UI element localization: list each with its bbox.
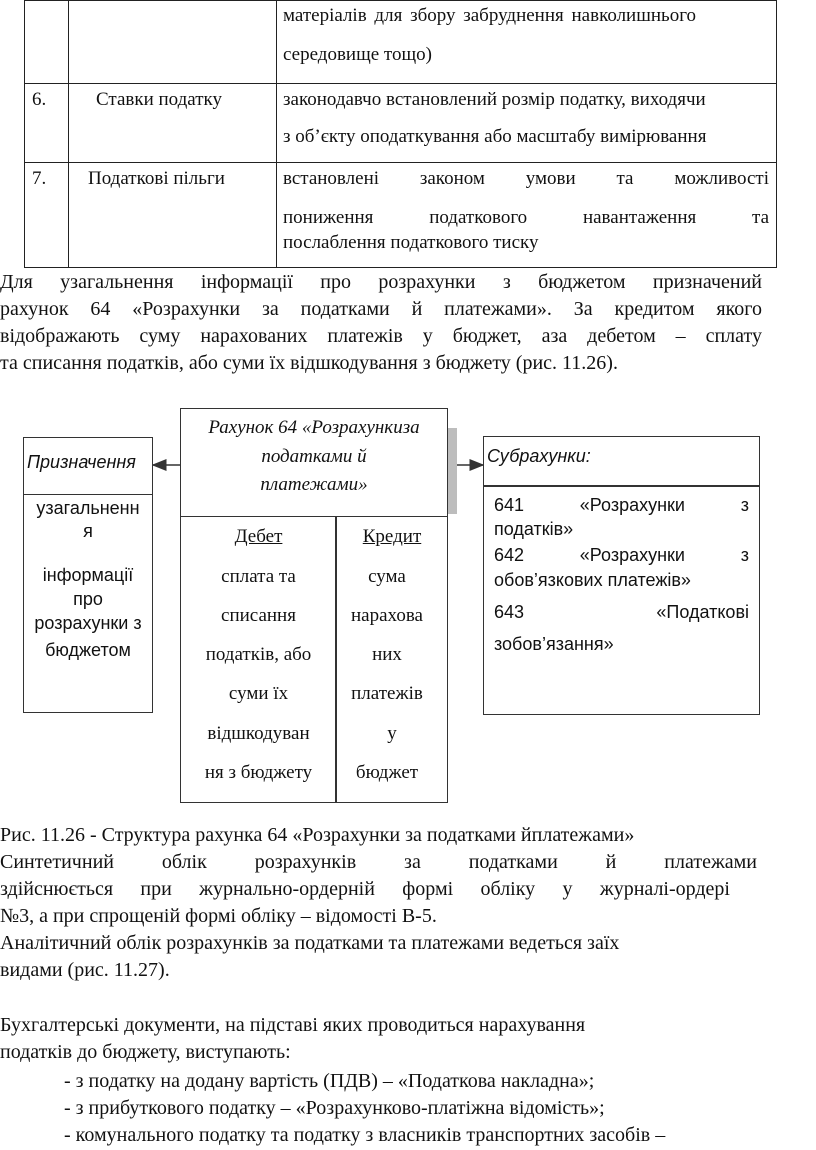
credit-text: платежів [351, 683, 423, 704]
subaccounts-label: Субрахунки: [487, 446, 591, 466]
table-cell-definition: матеріалів для збору забруднення навколишнього [283, 5, 697, 26]
text-line: видами (рис. 11.27). [0, 959, 170, 981]
subaccount-642: 642 «Розрахунки з [494, 545, 749, 565]
table-cell-definition: середовище тощо) [283, 44, 432, 65]
text-line: податків до бюджету, виступають: [0, 1041, 291, 1063]
debit-text: списання [221, 605, 296, 626]
subaccount-641: податків» [494, 519, 574, 539]
debit-text: сплата та [221, 566, 296, 587]
table-cell-term: Ставки податку [96, 89, 223, 110]
list-item: - з прибуткового податку – «Розрахунково-платіжна відомість»; [64, 1097, 605, 1119]
credit-text: у [387, 723, 397, 744]
list-item: - з податку на додану вартість (ПДВ) – «Податкова накладна»; [64, 1070, 595, 1092]
text-line: Для узагальнення інформації про розрахунки з бюджетом призначений [0, 271, 762, 293]
table-cell-definition: законодавчо встановлений розмір податку, виходячи [283, 89, 706, 110]
table-cell-term: Податкові пільги [88, 168, 225, 189]
purpose-text: я [83, 521, 93, 541]
credit-text: нарахова [351, 605, 423, 626]
subaccount-643: 643 «Податкові [494, 602, 749, 622]
figure-caption: Рис. 11.26 - Структура рахунка 64 «Розрахунки за податками йплатежами» [0, 824, 635, 846]
credit-text: бюджет [355, 762, 419, 783]
table-cell-definition: послаблення податкового тиску [283, 232, 539, 253]
table-cell-definition: з об’єкту оподаткування або масштабу вимірювання [283, 126, 707, 147]
account-title: податками й [261, 446, 367, 467]
account-title: Рахунок 64 «Розрахункиза [208, 417, 420, 438]
subaccount-642: обов’язкових платежів» [494, 570, 691, 590]
text-line: №3, а при спрощеній формі обліку – відомості В-5. [0, 905, 437, 927]
text-line: Синтетичний облік розрахунків за податками й платежами [0, 851, 757, 873]
text-line: відображають суму нарахованих платежів у бюджет, аза дебетом – сплату [0, 325, 762, 347]
purpose-text: бюджетом [45, 640, 131, 660]
subaccount-641: 641 «Розрахунки з [494, 495, 749, 515]
list-item: - комунального податку та податку з власників транспортних засобів – [64, 1124, 666, 1146]
purpose-label: Призначення [27, 452, 136, 472]
purpose-text: про [73, 589, 103, 609]
text-line: рахунок 64 «Розрахунки за податками й платежами». За кредитом якого [0, 298, 762, 320]
subaccounts-divider [484, 485, 759, 487]
debit-text: податків, або [205, 644, 312, 665]
debit-text: ня з бюджету [204, 762, 313, 783]
debit-text: суми їх [228, 683, 289, 704]
purpose-text: узагальненн [36, 498, 140, 518]
credit-text: них [372, 644, 402, 665]
table-cell-number: 6. [32, 89, 47, 110]
purpose-text: розрахунки з [34, 613, 142, 633]
table-cell-definition: встановлені законом умови та можливості [283, 168, 769, 189]
text-line: Аналітичний облік розрахунків за податками та платежами ведеться заїх [0, 932, 620, 954]
debit-label: Дебет [234, 526, 283, 547]
text-line: здійснюється при журнально-ордерній формі обліку у журналі-ордері [0, 878, 730, 900]
text-line: та списання податків, або суми їх відшкодування з бюджету (рис. 11.26). [0, 352, 618, 374]
title-box-shadow [448, 428, 457, 514]
table-cell-definition: пониження податкового навантаження та [283, 207, 769, 228]
account-title: платежами» [260, 474, 368, 495]
subaccount-643: зобов’язання» [494, 634, 614, 654]
purpose-text: інформації [42, 565, 134, 585]
text-line: Бухгалтерські документи, на підставі яких проводиться нарахування [0, 1014, 586, 1036]
table-cell-number: 7. [32, 168, 47, 189]
credit-label: Кредит [362, 526, 422, 547]
credit-text: сума [368, 566, 406, 587]
debit-text: відшкодуван [207, 723, 310, 744]
